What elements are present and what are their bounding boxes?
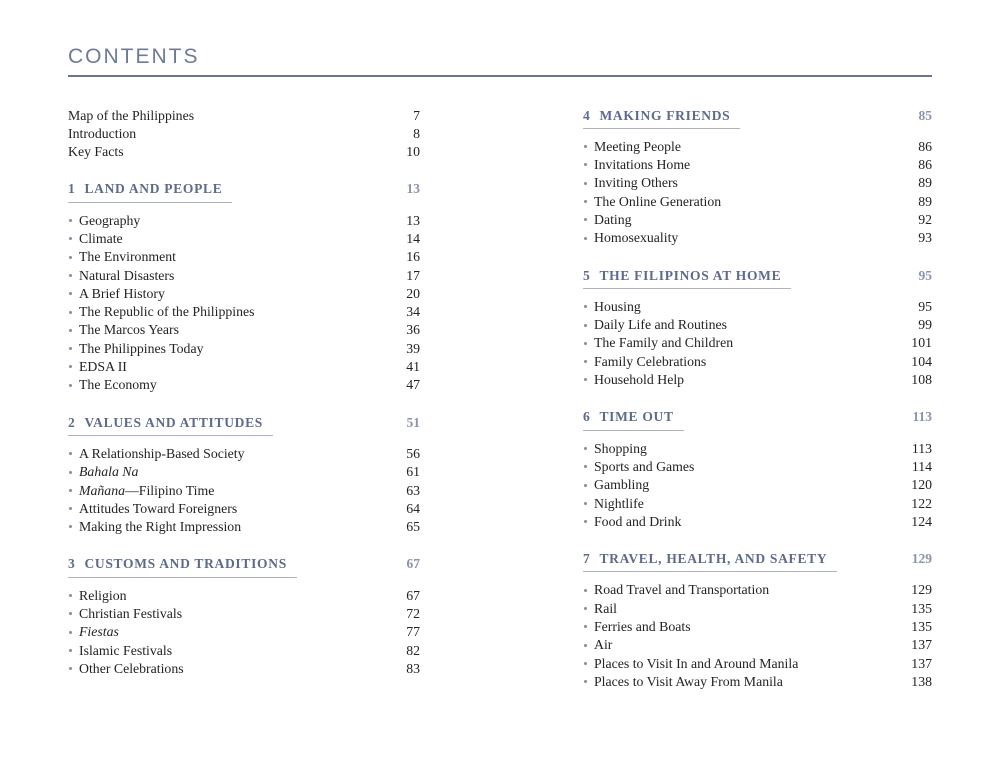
entry-page-number: 108 [911, 372, 932, 388]
toc-entry [68, 500, 420, 518]
toc-section [68, 555, 420, 678]
page-title: CONTENTS [68, 45, 200, 68]
entry-label [583, 193, 721, 211]
entry-label-text: Climate [79, 230, 123, 246]
bullet-icon [69, 452, 72, 455]
entry-page-number: 16 [406, 249, 420, 265]
section-heading-title [68, 555, 297, 577]
toc-entry [583, 600, 932, 618]
entry-label-text: The Environment [79, 249, 176, 265]
entry-label-text: Household Help [594, 372, 685, 388]
toc-entry [583, 371, 932, 389]
entry-label-text: Inviting Others [594, 175, 678, 191]
entry-label [583, 298, 641, 316]
entry-label [583, 353, 706, 371]
section-heading-title [68, 414, 273, 436]
toc-entry [68, 303, 420, 321]
bullet-icon [69, 507, 72, 510]
toc-entry [68, 463, 420, 481]
entry-label [68, 605, 182, 623]
entry-page-number: 8 [413, 125, 420, 141]
entry-label-text: The Marcos Years [79, 322, 180, 338]
toc-entry [583, 476, 932, 494]
entry-label [583, 636, 612, 654]
bullet-icon [69, 489, 72, 492]
entry-label [68, 518, 241, 536]
entry-label-text: EDSA II [79, 359, 127, 375]
toc-entry [583, 618, 932, 636]
entry-label [583, 156, 690, 174]
entry-label [68, 642, 172, 660]
entry-label [68, 500, 237, 518]
toc-entry [68, 230, 420, 248]
toc-entry [68, 285, 420, 303]
bullet-icon [584, 200, 587, 203]
section-heading-title [583, 107, 740, 129]
toc-section [583, 107, 932, 248]
entry-page-number: 17 [406, 267, 420, 283]
entry-label-text: Gambling [594, 477, 650, 493]
bullet-icon [69, 649, 72, 652]
entry-label-text: A Brief History [79, 285, 165, 301]
entry-label [583, 440, 647, 458]
entry-page-number: 137 [911, 655, 932, 671]
entry-label-text: Housing [594, 298, 641, 314]
entry-page-number: 14 [406, 230, 420, 246]
bullet-icon [584, 324, 587, 327]
entry-page-number: 120 [911, 477, 932, 493]
entry-label-text: Islamic Festivals [79, 642, 173, 658]
toc-entry [68, 376, 420, 394]
section-number: 2 [68, 414, 76, 430]
toc-entry [68, 340, 420, 358]
toc-entry [583, 174, 932, 192]
bullet-icon [584, 644, 587, 647]
entry-label [68, 376, 157, 394]
entry-label-text: A Relationship-Based Society [79, 445, 245, 461]
bullet-icon [69, 525, 72, 528]
entry-page-number: 61 [406, 464, 420, 480]
toc-entry [68, 107, 420, 125]
entry-label [68, 107, 194, 125]
section-heading-title [583, 408, 684, 430]
entry-label-text: Ferries and Boats [594, 619, 691, 635]
toc-entry [68, 642, 420, 660]
entry-page-number: 86 [918, 138, 932, 154]
entry-label-text: The Republic of the Philippines [79, 304, 255, 320]
section-title-text: MAKING FRIENDS [599, 107, 731, 123]
toc-entry [583, 334, 932, 352]
toc-entry [583, 655, 932, 673]
toc-entry [68, 587, 420, 605]
bullet-icon [69, 219, 72, 222]
toc-entry [583, 353, 932, 371]
entry-label-text: Shopping [594, 440, 647, 456]
bullet-icon [69, 667, 72, 670]
section-heading [68, 555, 420, 577]
section-title-text: TRAVEL, HEALTH, AND SAFETY [599, 551, 828, 567]
bullet-icon [584, 163, 587, 166]
entry-page-number: 13 [406, 212, 420, 228]
toc-entry [68, 623, 420, 641]
entry-label [68, 321, 179, 339]
entry-page-number: 138 [911, 673, 932, 689]
toc-entry [583, 495, 932, 513]
entry-label [68, 482, 214, 500]
entry-label [583, 229, 678, 247]
entry-page-number: 89 [918, 193, 932, 209]
section-title-text: LAND AND PEOPLE [84, 181, 223, 197]
entry-label [583, 211, 632, 229]
toc-section [583, 267, 932, 390]
entry-label [583, 495, 644, 513]
bullet-icon [69, 274, 72, 277]
entry-label-text: Daily Life and Routines [594, 317, 727, 333]
toc-entry [583, 581, 932, 599]
entry-label-text: Fiestas [79, 624, 119, 640]
entry-page-number: 92 [918, 211, 932, 227]
section-heading-title [583, 267, 791, 289]
entry-label-text: The Economy [79, 377, 157, 393]
entry-page-number: 34 [406, 304, 420, 320]
entry-label-text: Places to Visit Away From Manila [594, 673, 783, 689]
entry-label-text: Meeting People [594, 138, 681, 154]
section-number: 1 [68, 181, 76, 197]
bullet-icon [69, 347, 72, 350]
entry-label [583, 138, 681, 156]
bullet-icon [584, 342, 587, 345]
entry-page-number: 89 [918, 175, 932, 191]
entry-label-text: Dating [594, 211, 632, 227]
toc-entry [68, 143, 420, 161]
entry-label-text: Nightlife [594, 495, 644, 511]
section-page-number: 13 [406, 181, 420, 197]
entry-label-text: Key Facts [68, 144, 124, 160]
entry-page-number: 124 [911, 513, 932, 529]
bullet-icon [584, 465, 587, 468]
toc-entry [68, 482, 420, 500]
toc-entry [68, 212, 420, 230]
section-number: 4 [583, 107, 591, 123]
entry-label-text: Road Travel and Transportation [594, 582, 770, 598]
entry-page-number: 82 [406, 642, 420, 658]
section-heading [68, 414, 420, 436]
bullet-icon [584, 589, 587, 592]
entry-page-number: 137 [911, 637, 932, 653]
entry-page-number: 20 [406, 285, 420, 301]
bullet-icon [69, 612, 72, 615]
bullet-icon [69, 471, 72, 474]
entry-label [68, 445, 245, 463]
entry-label [68, 303, 255, 321]
entry-label [583, 334, 733, 352]
entry-page-number: 95 [918, 298, 932, 314]
toc-entry [583, 298, 932, 316]
section-number: 7 [583, 551, 591, 567]
entry-label [583, 673, 783, 691]
section-title-text: VALUES AND ATTITUDES [84, 414, 264, 430]
bullet-icon [584, 607, 587, 610]
entry-page-number: 135 [911, 619, 932, 635]
entry-page-number: 41 [406, 359, 420, 375]
entry-page-number: 122 [911, 495, 932, 511]
bullet-icon [584, 378, 587, 381]
entry-page-number: 36 [406, 322, 420, 338]
entry-label [583, 600, 617, 618]
entry-page-number: 56 [406, 445, 420, 461]
section-number: 5 [583, 267, 591, 283]
section-heading [583, 107, 932, 129]
toc-entry [583, 673, 932, 691]
entry-label-text: Other Celebrations [79, 660, 184, 676]
entry-label-text: Attitudes Toward Foreigners [79, 500, 238, 516]
section-page-number: 51 [406, 414, 420, 430]
section-title-text: CUSTOMS AND TRADITIONS [84, 556, 287, 572]
entry-label-text: Food and Drink [594, 513, 682, 529]
toc-entry [583, 513, 932, 531]
entry-label [68, 285, 165, 303]
toc-entry [583, 193, 932, 211]
entry-page-number: 104 [911, 353, 932, 369]
entry-page-number: 64 [406, 500, 420, 516]
entry-page-number: 129 [911, 582, 932, 598]
entry-page-number: 65 [406, 519, 420, 535]
entry-label [68, 660, 184, 678]
entry-label [68, 143, 124, 161]
entry-page-number: 7 [413, 107, 420, 123]
toc-entry [68, 445, 420, 463]
bullet-icon [584, 182, 587, 185]
entry-label-text: Making the Right Impression [79, 519, 242, 535]
entry-page-number: 72 [406, 606, 420, 622]
bullet-icon [584, 680, 587, 683]
entry-page-number: 63 [406, 482, 420, 498]
entry-label-text: Bahala Na [79, 464, 139, 480]
bullet-icon [584, 305, 587, 308]
bullet-icon [584, 520, 587, 523]
entry-label [68, 212, 140, 230]
entry-label-text: Places to Visit In and Around Manila [594, 655, 799, 671]
entry-page-number: 47 [406, 377, 420, 393]
section-page-number: 113 [912, 409, 932, 425]
toc-section [583, 550, 932, 691]
section-heading-title [68, 180, 232, 202]
entry-label-text: Religion [79, 587, 127, 603]
entry-label [68, 340, 203, 358]
entry-label [68, 463, 138, 481]
bullet-icon [584, 502, 587, 505]
entry-label-text: Natural Disasters [79, 267, 175, 283]
entry-label-text: Christian Festivals [79, 606, 183, 622]
bullet-icon [69, 631, 72, 634]
entry-page-number: 86 [918, 157, 932, 173]
entry-label [583, 458, 694, 476]
entry-label [583, 581, 769, 599]
section-number: 6 [583, 409, 591, 425]
section-page-number: 85 [918, 107, 932, 123]
bullet-icon [69, 237, 72, 240]
toc-entry [68, 267, 420, 285]
bullet-icon [584, 625, 587, 628]
entry-label [583, 655, 798, 673]
entry-page-number: 99 [918, 317, 932, 333]
entry-page-number: 67 [406, 587, 420, 603]
section-heading-title [583, 550, 837, 572]
entry-label [583, 371, 684, 389]
toc-entry [583, 458, 932, 476]
bullet-icon [584, 145, 587, 148]
bullet-icon [584, 447, 587, 450]
bullet-icon [69, 594, 72, 597]
entry-label [583, 476, 649, 494]
entry-label [68, 267, 174, 285]
entry-label-text: Homosexuality [594, 230, 679, 246]
entry-label-text: Mañana [79, 482, 125, 498]
entry-page-number: 101 [911, 335, 932, 351]
bullet-icon [584, 360, 587, 363]
entry-label-text: The Online Generation [594, 193, 722, 209]
entry-label-text: The Family and Children [594, 335, 734, 351]
entry-label [583, 174, 678, 192]
entry-label [68, 358, 127, 376]
entry-label [68, 230, 123, 248]
entry-page-number: 83 [406, 660, 420, 676]
section-heading [68, 180, 420, 202]
bullet-icon [69, 365, 72, 368]
entry-page-number: 93 [918, 230, 932, 246]
entry-label [68, 248, 176, 266]
toc-entry [583, 211, 932, 229]
toc-entry [68, 605, 420, 623]
entry-page-number: 135 [911, 600, 932, 616]
toc-column-right [583, 107, 932, 692]
toc-entry [68, 125, 420, 143]
bullet-icon [69, 292, 72, 295]
entry-label [68, 125, 136, 143]
bullet-icon [69, 384, 72, 387]
toc-section [68, 414, 420, 537]
toc-entry [583, 440, 932, 458]
section-page-number: 95 [918, 267, 932, 283]
bullet-icon [584, 662, 587, 665]
toc-header [68, 44, 932, 77]
toc-entry [68, 321, 420, 339]
toc-entry [68, 358, 420, 376]
toc-column-left [68, 107, 420, 679]
entry-page-number: 113 [911, 440, 932, 456]
entry-label-text: Sports and Games [594, 458, 695, 474]
entry-label [68, 623, 119, 641]
entry-page-number: 10 [406, 144, 420, 160]
entry-label-text: Rail [594, 600, 617, 616]
bullet-icon [584, 218, 587, 221]
toc-entry [68, 660, 420, 678]
entry-label [583, 513, 681, 531]
toc-entry [583, 138, 932, 156]
toc-section [68, 180, 420, 394]
section-title-text: TIME OUT [599, 409, 674, 425]
entry-label [583, 618, 691, 636]
toc-entry [68, 248, 420, 266]
entry-label-text: The Philippines Today [79, 340, 204, 356]
toc-columns [68, 107, 932, 692]
section-page-number: 129 [911, 551, 932, 567]
toc-entry [583, 229, 932, 247]
toc-section [583, 408, 932, 531]
toc-front-matter [68, 107, 420, 162]
section-heading [583, 550, 932, 572]
toc-entry [68, 518, 420, 536]
entry-label-text: Introduction [68, 125, 137, 141]
bullet-icon [584, 484, 587, 487]
bullet-icon [69, 329, 72, 332]
entry-label-text: Map of the Philippines [68, 107, 195, 123]
bullet-icon [69, 311, 72, 314]
bullet-icon [69, 256, 72, 259]
section-page-number: 67 [406, 556, 420, 572]
entry-label-text: Family Celebrations [594, 353, 707, 369]
section-title-text: THE FILIPINOS AT HOME [599, 267, 782, 283]
entry-page-number: 39 [406, 340, 420, 356]
entry-label [583, 316, 727, 334]
section-heading [583, 267, 932, 289]
entry-label-text: Air [594, 637, 613, 653]
bullet-icon [584, 237, 587, 240]
entry-page-number: 77 [406, 624, 420, 640]
entry-label [68, 587, 127, 605]
entry-label-text: —Filipino Time [125, 482, 215, 498]
toc-entry [583, 156, 932, 174]
entry-label-text: Invitations Home [594, 157, 691, 173]
section-number: 3 [68, 556, 76, 572]
toc-entry [583, 636, 932, 654]
title-rule [68, 75, 932, 77]
section-heading [583, 408, 932, 430]
entry-label-text: Geography [79, 212, 141, 228]
entry-page-number: 114 [911, 458, 932, 474]
toc-entry [583, 316, 932, 334]
